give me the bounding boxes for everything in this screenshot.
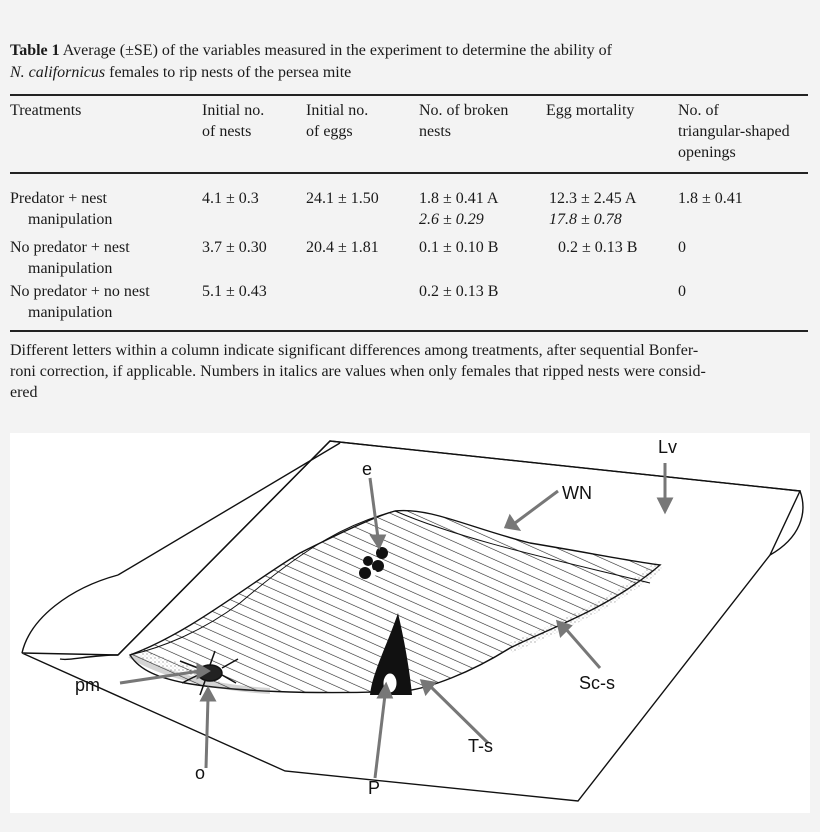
nest-illustration <box>10 433 810 813</box>
cell-broken: 1.8 ± 0.41 A 2.6 ± 0.29 <box>419 190 499 228</box>
table-top-rule <box>10 94 808 96</box>
cell-eggs: 20.4 ± 1.81 <box>306 239 379 256</box>
table-bottom-rule <box>10 330 808 332</box>
cell-nests: 3.7 ± 0.30 <box>202 239 267 256</box>
label-e: e <box>362 459 373 479</box>
cell-broken: 0.1 ± 0.10 B <box>419 239 499 256</box>
caption-text-1: Average (±SE) of the variables measured in the experiment to determine the ability of <box>62 42 612 59</box>
label-sc-s: Sc-s <box>579 673 615 693</box>
table-caption <box>10 40 810 84</box>
header-egg-mortality: Egg mortality <box>546 102 635 119</box>
cell-broken: 0.2 ± 0.13 B <box>419 283 499 300</box>
label-p: P <box>368 778 381 798</box>
cell-openings: 0 <box>678 239 686 256</box>
cell-nests: 5.1 ± 0.43 <box>202 283 267 300</box>
table-header-rule <box>10 172 808 174</box>
cell-nests: 4.1 ± 0.3 <box>202 190 259 207</box>
cell-mortality: 12.3 ± 2.45 A 17.8 ± 0.78 <box>549 190 637 228</box>
label-o: o <box>195 763 206 783</box>
label-lv: Lv <box>658 437 678 457</box>
header-initial-nests: Initial no. of nests <box>202 102 265 140</box>
table-row: Predator + nest manipulation <box>10 190 113 228</box>
header-openings: No. of triangular-shaped openings <box>678 102 790 161</box>
cell-mortality: 0.2 ± 0.13 B <box>558 239 638 256</box>
cell-openings: 0 <box>678 283 686 300</box>
caption-species: N. californicus <box>10 64 106 81</box>
caption-text-2: females to rip nests of the persea mite <box>109 64 352 81</box>
cell-openings: 1.8 ± 0.41 <box>678 190 743 207</box>
table-label: Table 1 <box>10 42 60 59</box>
nest-drawing <box>10 433 810 813</box>
label-pm: pm <box>75 675 101 695</box>
header-broken-nests: No. of broken nests <box>419 102 509 140</box>
table-row: No predator + nest manipulation <box>10 239 130 277</box>
header-initial-eggs: Initial no. of eggs <box>306 102 369 140</box>
header-treatments: Treatments <box>10 102 82 119</box>
cell-eggs: 24.1 ± 1.50 <box>306 190 379 207</box>
table-row: No predator + no nest manipulation <box>10 283 150 321</box>
label-t-s: T-s <box>468 736 493 756</box>
label-wn: WN <box>562 483 592 503</box>
table-footnote: Different letters within a column indicate significant differences among treatments, after sequential Bonfer- roni correction, if applicable. Numbers in italics are values when only females that ripped nests were consid- ered <box>10 342 706 401</box>
